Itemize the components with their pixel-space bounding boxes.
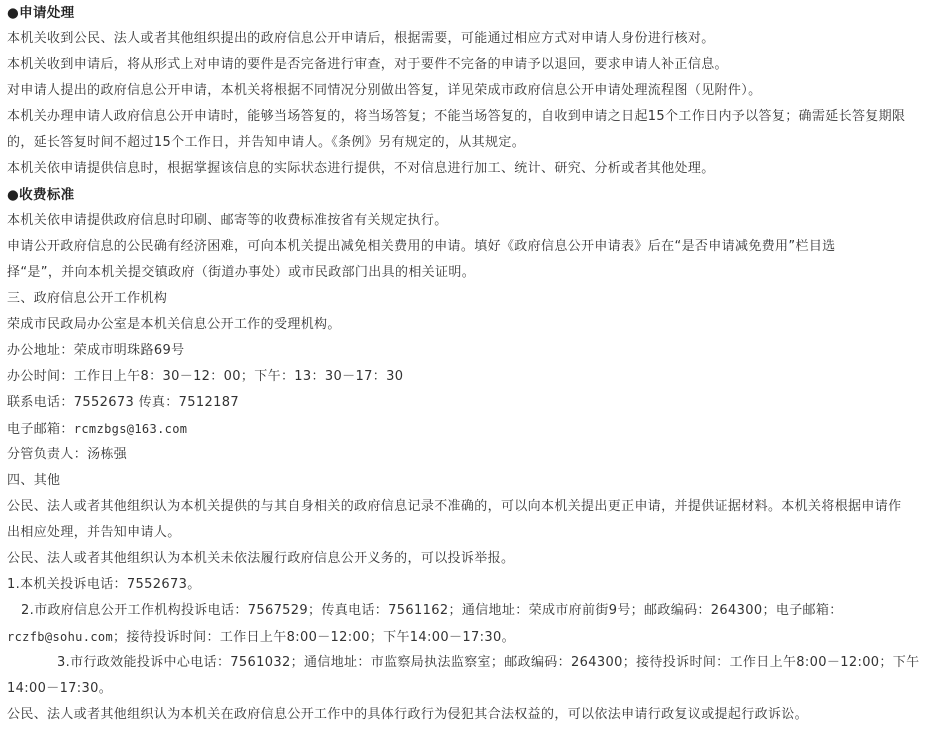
office-hours: 办公时间：工作日上午8：30－12：00；下午：13：30－17：30 <box>7 369 404 384</box>
office-address: 办公地址：荣成市明珠路69号 <box>7 343 185 358</box>
paragraph: 出相应处理，并告知申请人。 <box>7 525 181 540</box>
section-heading-other: 四、其他 <box>7 473 61 488</box>
email-label: 电子邮箱： <box>7 422 74 437</box>
complaint-item-2-rest: ；接待投诉时间：工作日上午8:00－12:00；下午14:00－17:30。 <box>113 630 515 645</box>
paragraph: 申请公开政府信息的公民确有经济困难，可向本机关提出减免相关费用的申请。填好《政府信息公开申请表》后在“是否申请减免费用”栏目选 <box>7 239 836 254</box>
agency-text: 荣成市民政局办公室是本机关信息公开工作的受理机构。 <box>7 317 341 332</box>
paragraph: 对申请人提出的政府信息公开申请，本机关将根据不同情况分别做出答复，详见荣成市政府信息公开申请处理流程图（见附件）。 <box>7 83 762 98</box>
complaint-item-3-cont: 14:00－17:30。 <box>7 681 113 696</box>
paragraph: 公民、法人或者其他组织认为本机关未依法履行政府信息公开义务的，可以投诉举报。 <box>7 551 515 566</box>
section-heading-fees: ●收费标准 <box>7 187 75 203</box>
complaint-item-3: 3.市行政效能投诉中心电话：7561032；通信地址：市监察局执法监察室；邮政编码：264300；接待投诉时间：工作日上午8:00－12:00；下午 <box>57 655 920 670</box>
paragraph: 本机关依申请提供信息时，根据掌握该信息的实际状态进行提供，不对信息进行加工、统计、研究、分析或者其他处理。 <box>7 161 715 176</box>
paragraph: 本机关收到公民、法人或者其他组织提出的政府信息公开申请后，根据需要，可能通过相应方式对申请人身份进行核对。 <box>7 31 715 46</box>
complaint-item-1: 1.本机关投诉电话：7552673。 <box>7 577 201 592</box>
document-body <box>7 0 927 728</box>
paragraph: 本机关收到申请后，将从形式上对申请的要件是否完备进行审查，对于要件不完备的申请予以退回，要求申请人补正信息。 <box>7 57 728 72</box>
office-phone: 联系电话：7552673 传真：7512187 <box>7 395 239 410</box>
section-heading-apply: ●申请处理 <box>7 5 75 21</box>
paragraph: 本机关办理申请人政府信息公开申请时，能够当场答复的，将当场答复；不能当场答复的，自收到申请之日起15个工作日内予以答复；确需延长答复期限 <box>7 109 906 124</box>
complaint-item-2-cont <box>7 624 927 650</box>
section-heading-office: 三、政府信息公开工作机构 <box>7 291 168 306</box>
email-link[interactable]: rczfb@sohu.com <box>7 630 114 644</box>
paragraph: 公民、法人或者其他组织认为本机关在政府信息公开工作中的具体行政行为侵犯其合法权益的，可以依法申请行政复议或提起行政诉讼。 <box>7 707 809 722</box>
complaint-item-2: 2.市政府信息公开工作机构投诉电话：7567529；传真电话：7561162；通信地址：荣成市府前街9号；邮政编码：264300；电子邮箱： <box>21 603 843 618</box>
office-email-row <box>7 416 927 442</box>
paragraph: 本机关依申请提供政府信息时印刷、邮寄等的收费标准按省有关规定执行。 <box>7 213 448 228</box>
paragraph: 公民、法人或者其他组织认为本机关提供的与其自身相关的政府信息记录不准确的，可以向本机关提出更正申请，并提供证据材料。本机关将根据申请作 <box>7 499 902 514</box>
office-leader: 分管负责人：汤栋强 <box>7 447 128 462</box>
paragraph: 择“是”，并向本机关提交镇政府（街道办事处）或市民政部门出具的相关证明。 <box>7 265 476 280</box>
email-link[interactable]: rcmzbgs@163.com <box>73 422 188 436</box>
paragraph: 的，延长答复时间不超过15个工作日，并告知申请人。《条例》另有规定的，从其规定。 <box>7 135 526 150</box>
